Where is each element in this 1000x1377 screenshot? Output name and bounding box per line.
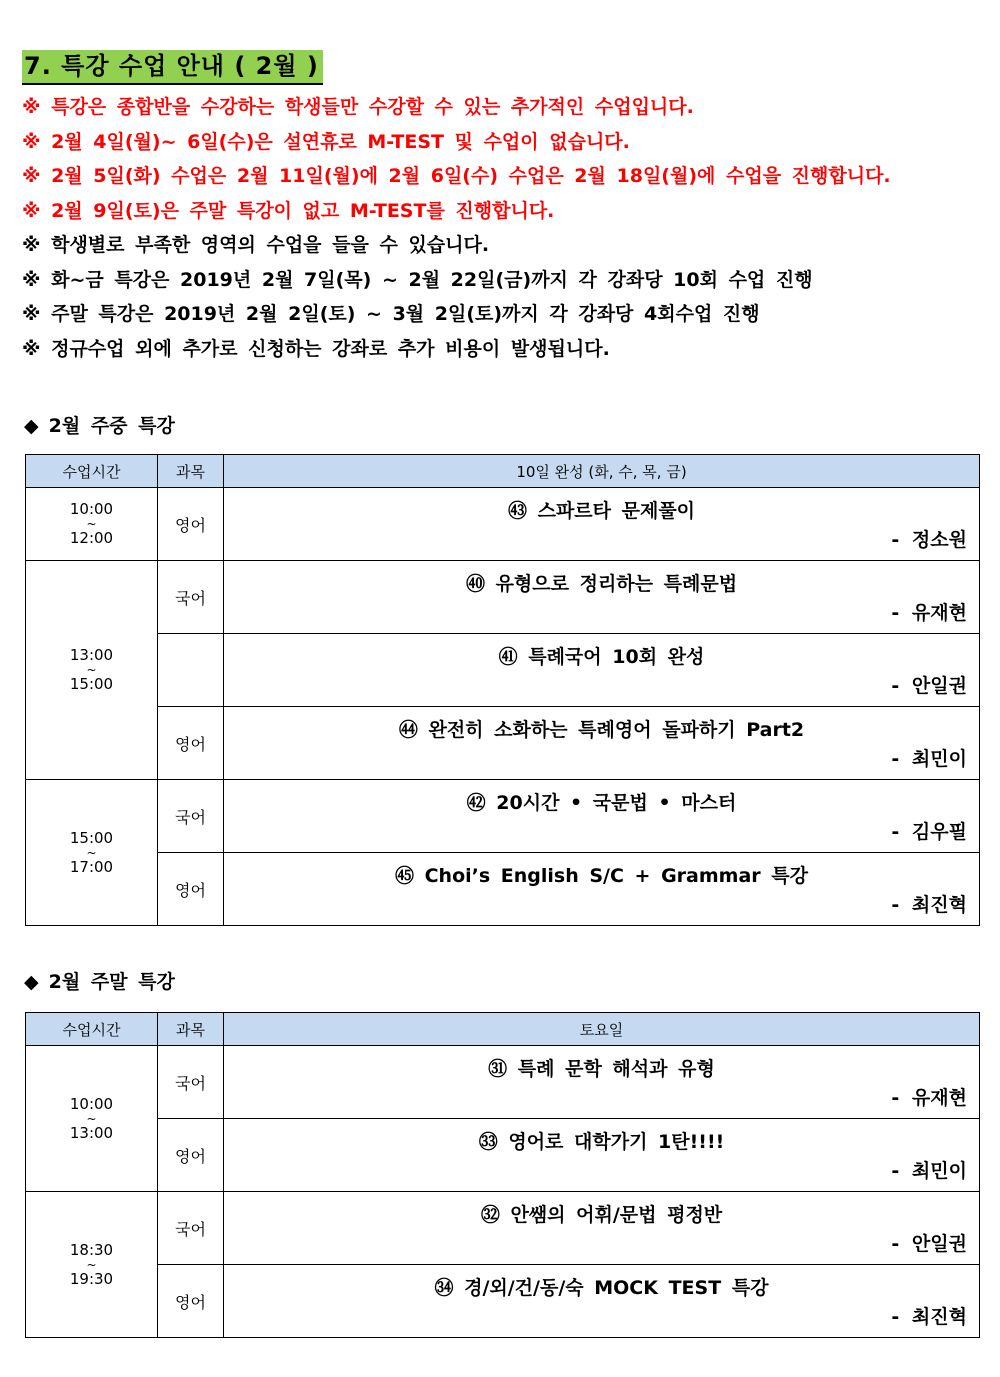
course-cell	[224, 853, 980, 926]
table-row	[26, 1265, 980, 1338]
notice-list	[22, 90, 982, 366]
weekday-schedule-table	[25, 454, 980, 926]
teacher-name: - 최진혁	[891, 894, 967, 916]
course-cell	[224, 1265, 980, 1338]
notice-item: ※ 학생별로 부족한 영역의 수업을 들을 수 있습니다.	[22, 234, 490, 256]
header-course: 토요일	[224, 1013, 980, 1046]
course-name: ㉝ 영어로 대학가기 1탄!!!!	[478, 1131, 725, 1153]
subject-cell: 국어	[158, 1192, 224, 1265]
subject-cell: 국어	[158, 780, 224, 853]
course-name: ㊶ 특례국어 10회 완성	[498, 646, 705, 668]
diamond-bullet-icon: ◆	[24, 415, 39, 437]
weekend-heading-text: 2월 주말 특강	[48, 971, 175, 993]
subject-cell: 영어	[158, 707, 224, 780]
notice-item: ※ 2월 4일(월)~ 6일(수)은 설연휴로 M-TEST 및 수업이 없습니다.	[22, 130, 630, 153]
teacher-name: - 정소원	[891, 529, 967, 551]
weekday-heading-text: 2월 주중 특강	[48, 415, 175, 437]
teacher-name: - 최민이	[891, 748, 967, 770]
table-row	[26, 1192, 980, 1265]
time-end: 19:30	[69, 1269, 114, 1288]
time-tilde: ~	[86, 845, 97, 860]
subject-cell	[158, 634, 224, 707]
time-end: 15:00	[69, 675, 114, 693]
table-header-row	[26, 1013, 980, 1046]
course-name: ㊸ 스파르타 문제풀이	[507, 500, 696, 522]
time-tilde: ~	[86, 1111, 97, 1126]
notice-item: ※ 2월 5일(화) 수업은 2월 11일(월)에 2월 6일(수) 수업은 2월 18일(월)에 수업을 진행합니다.	[22, 165, 891, 187]
notice-item: ※ 2월 9일(토)은 주말 특강이 없고 M-TEST를 진행합니다.	[22, 199, 555, 222]
teacher-name: - 안일권	[891, 675, 967, 697]
table-row	[26, 561, 980, 634]
table-row	[26, 634, 980, 707]
teacher-name: - 최민이	[891, 1160, 967, 1182]
time-start: 10:00	[69, 1094, 114, 1113]
time-cell	[26, 488, 158, 561]
time-cell	[26, 561, 158, 780]
course-cell	[224, 561, 980, 634]
subject-cell: 국어	[158, 1046, 224, 1119]
weekend-schedule-table	[25, 1012, 980, 1338]
notice-item: ※ 정규수업 외에 추가로 신청하는 강좌로 추가 비용이 발생됩니다.	[22, 337, 610, 360]
subject-cell: 영어	[158, 853, 224, 926]
course-name: ㊹ 완전히 소화하는 특례영어 돌파하기 Part2	[398, 719, 805, 741]
subject-cell: 영어	[158, 1265, 224, 1338]
course-cell	[224, 780, 980, 853]
course-cell	[224, 634, 980, 707]
time-end: 17:00	[69, 857, 114, 876]
page-title: 7. 특강 수업 안내 ( 2월 )	[22, 50, 323, 85]
time-end: 13:00	[69, 1123, 114, 1142]
time-tilde: ~	[86, 1257, 97, 1272]
subject-cell: 국어	[158, 561, 224, 634]
course-name: ㊷ 20시간 • 국문법 • 마스터	[466, 792, 737, 814]
time-start: 15:00	[69, 828, 114, 847]
notice-item: ※ 주말 특강은 2019년 2월 2일(토) ~ 3월 2일(토)까지 각 강좌당 4회수업 진행	[22, 303, 760, 325]
table-row	[26, 488, 980, 561]
time-end: 12:00	[69, 529, 114, 547]
notice-item: ※ 화~금 특강은 2019년 2월 7일(목) ~ 2월 22일(금)까지 각 강좌당 10회 수업 진행	[22, 268, 813, 291]
time-cell	[26, 1192, 158, 1338]
header-subject: 과목	[158, 455, 224, 488]
course-cell	[224, 1046, 980, 1119]
weekday-section-heading	[24, 411, 175, 441]
time-start: 13:00	[69, 646, 114, 664]
teacher-name: - 유재현	[891, 602, 967, 624]
course-name: ㉜ 안쌤의 어휘/문법 평정반	[480, 1204, 723, 1226]
table-row	[26, 1119, 980, 1192]
time-start: 10:00	[69, 500, 114, 518]
header-time: 수업시간	[26, 1013, 158, 1046]
teacher-name: - 김우필	[891, 821, 967, 843]
header-subject: 과목	[158, 1013, 224, 1046]
teacher-name: - 안일권	[891, 1233, 967, 1255]
time-tilde: ~	[86, 663, 97, 677]
table-row	[26, 780, 980, 853]
course-name: ㊺ Choi’s English S/C + Grammar 특강	[395, 865, 808, 887]
course-cell	[224, 488, 980, 561]
subject-cell: 영어	[158, 488, 224, 561]
header-course: 10일 완성 (화, 수, 목, 금)	[224, 455, 980, 488]
time-cell	[26, 780, 158, 926]
course-cell	[224, 1192, 980, 1265]
time-start: 18:30	[69, 1240, 114, 1259]
teacher-name: - 유재현	[891, 1087, 967, 1109]
course-name: ㉞ 경/외/건/동/숙 MOCK TEST 특강	[434, 1277, 769, 1299]
time-cell	[26, 1046, 158, 1192]
course-name: ㉛ 특례 문학 해석과 유형	[488, 1058, 715, 1080]
table-row	[26, 1046, 980, 1119]
table-header-row	[26, 455, 980, 488]
course-name: ㊵ 유형으로 정리하는 특례문법	[465, 573, 738, 595]
header-time: 수업시간	[26, 455, 158, 488]
diamond-bullet-icon: ◆	[24, 971, 39, 993]
table-row	[26, 853, 980, 926]
teacher-name: - 최진혁	[891, 1306, 967, 1328]
time-tilde: ~	[86, 517, 97, 531]
subject-cell: 영어	[158, 1119, 224, 1192]
weekend-section-heading	[24, 967, 175, 997]
notice-item: ※ 특강은 종합반을 수강하는 학생들만 수강할 수 있는 추가적인 수업입니다.	[22, 96, 694, 118]
course-cell	[224, 1119, 980, 1192]
course-cell	[224, 707, 980, 780]
table-row	[26, 707, 980, 780]
